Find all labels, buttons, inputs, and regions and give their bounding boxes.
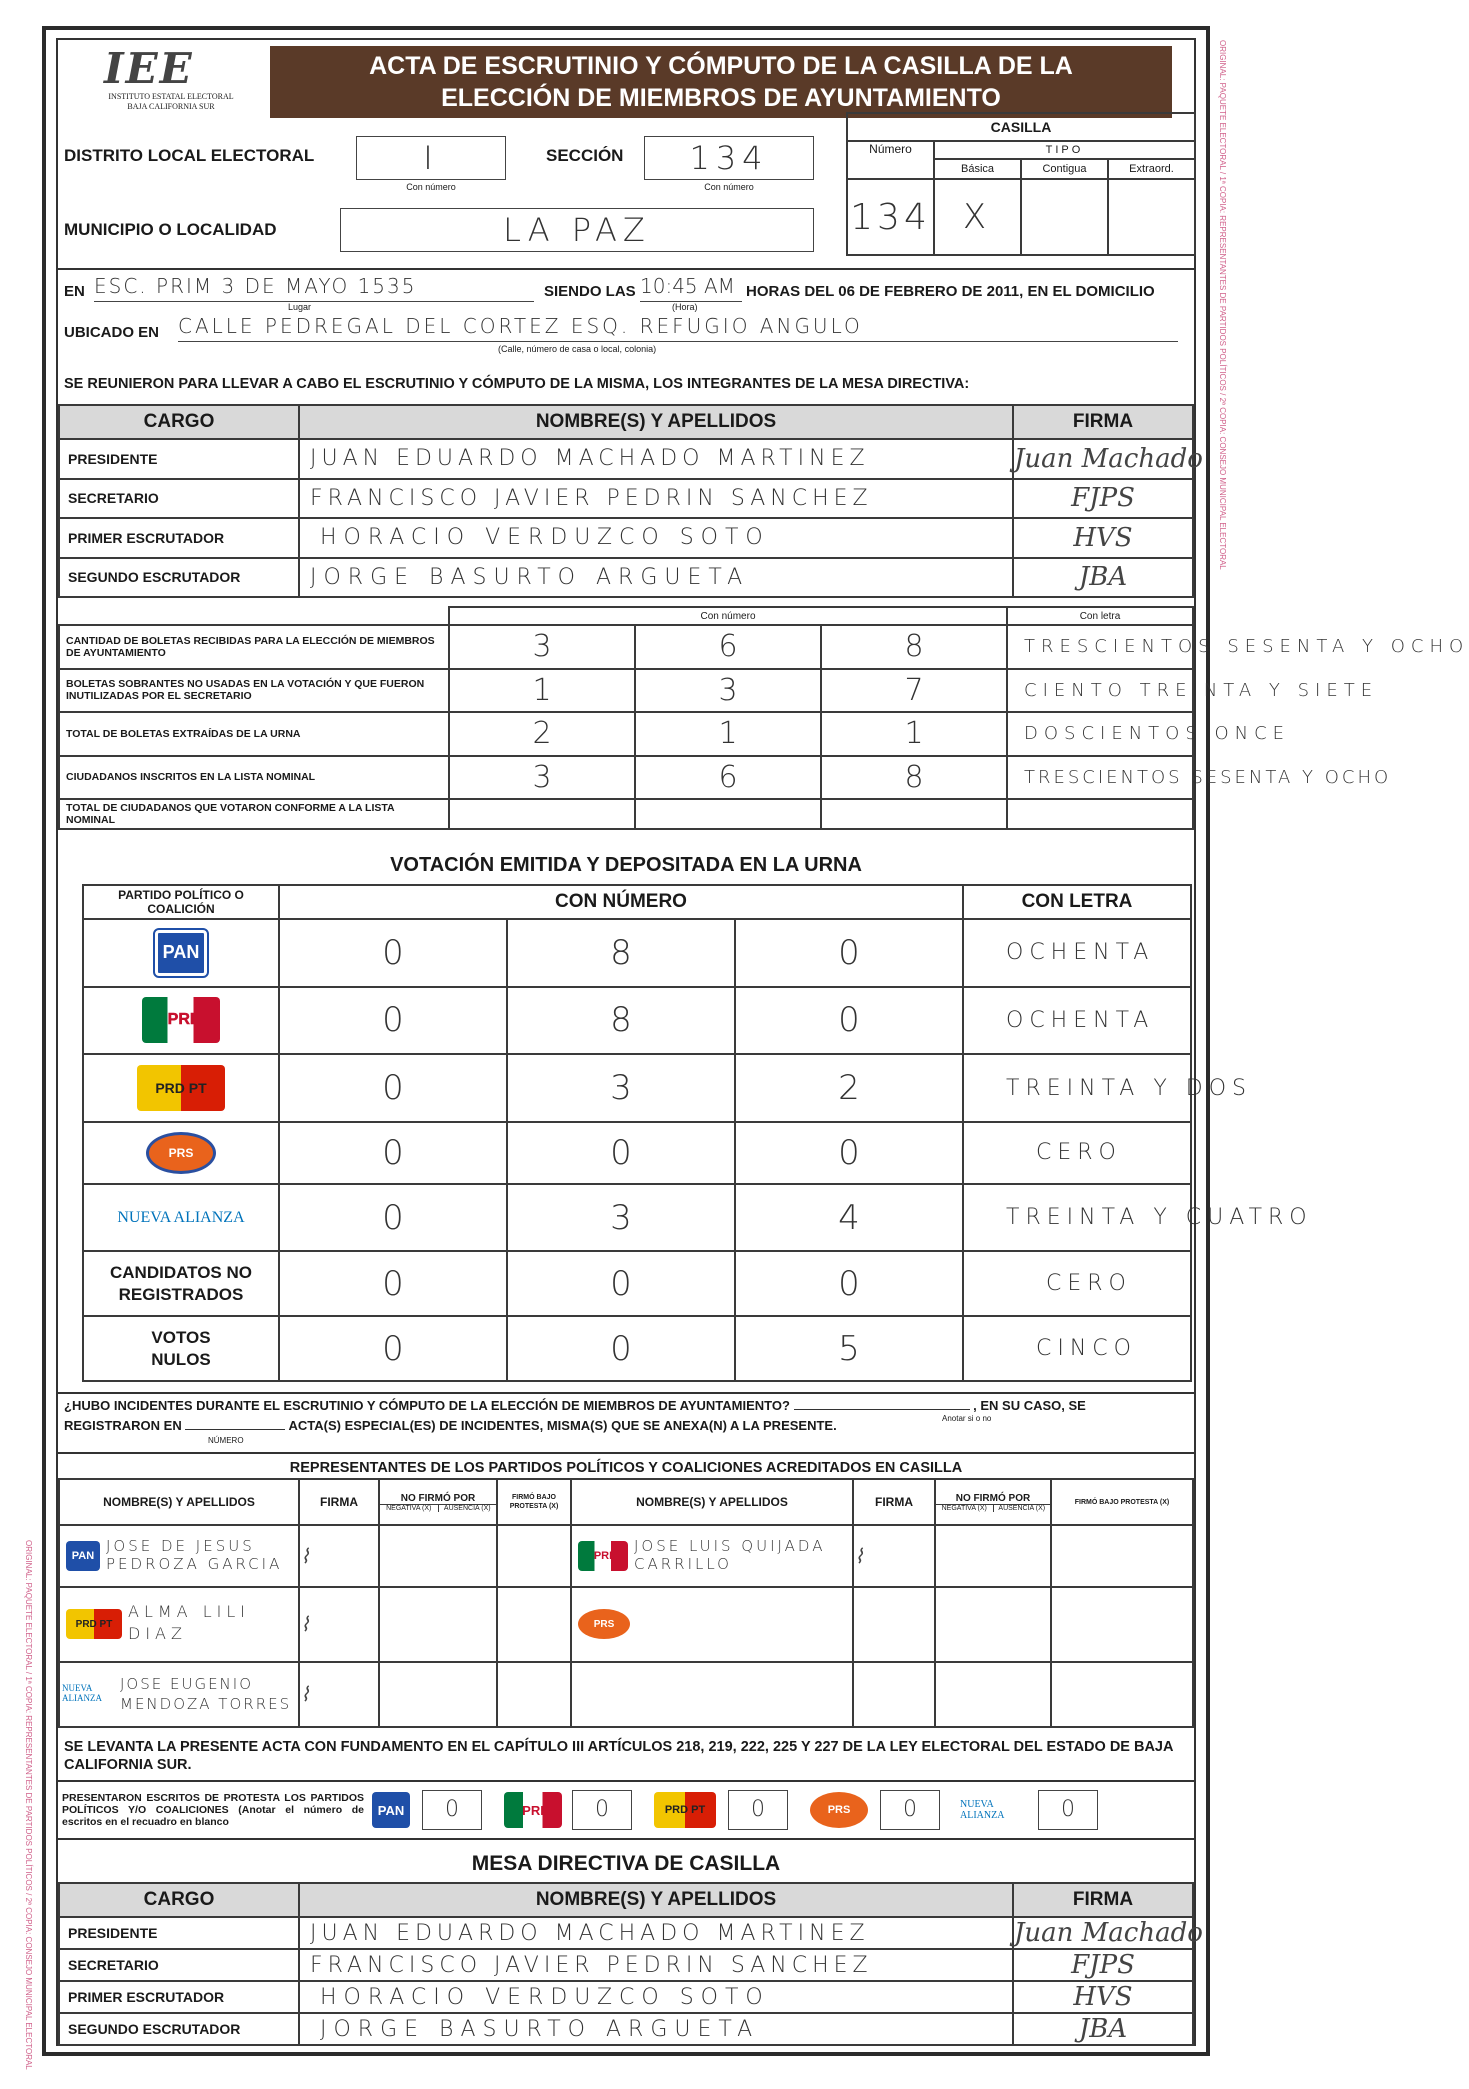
mesa2-firma: Juan Machado bbox=[1014, 1918, 1203, 1948]
rep-firma: ⌇ bbox=[299, 1662, 379, 1727]
rep-nombre-header-left: NOMBRE(S) Y APELLIDOS bbox=[59, 1479, 299, 1525]
votacion-d3: 0 bbox=[735, 1122, 963, 1184]
votacion-letra: CINCO bbox=[963, 1316, 1191, 1381]
mesa-firma: Juan Machado bbox=[1013, 439, 1193, 479]
nombre-header-2: NOMBRE(S) Y APELLIDOS bbox=[299, 1883, 1013, 1917]
mesa2-nombre: HORACIO VERDUZCO SOTO bbox=[299, 1981, 1013, 2013]
casilla-label: CASILLA bbox=[847, 113, 1195, 141]
boletas-letra: TRESCIENTOS SESENTA Y OCHO bbox=[1007, 756, 1193, 800]
rep-nombre-header-right: NOMBRE(S) Y APELLIDOS bbox=[571, 1479, 853, 1525]
votacion-d2: 8 bbox=[507, 919, 735, 987]
boletas-letra: CIENTO TREINTA Y SIETE bbox=[1007, 669, 1193, 713]
party-cell bbox=[83, 1122, 279, 1184]
rep-no-firmo-sub bbox=[380, 1505, 496, 1512]
tipo-basica-mark: X bbox=[934, 179, 1021, 255]
seccion-label: SECCIÓN bbox=[546, 146, 624, 165]
boletas-d3: 8 bbox=[821, 625, 1007, 669]
incidentes-answer-line bbox=[794, 1409, 970, 1410]
votacion-d1: 0 bbox=[279, 1184, 507, 1252]
votacion-d3: 2 bbox=[735, 1054, 963, 1122]
protesta-nueva-alianza: 0 bbox=[1038, 1790, 1098, 1830]
mesa-row bbox=[59, 479, 1193, 519]
boletas-d1: 3 bbox=[449, 625, 635, 669]
rep-right-cell bbox=[571, 1587, 853, 1662]
prs-logo-icon: PRS bbox=[578, 1609, 630, 1639]
votacion-d1: 0 bbox=[279, 1316, 507, 1381]
rep-left-cell bbox=[59, 1587, 299, 1662]
representantes-table bbox=[58, 1478, 1194, 1728]
mesa-row bbox=[59, 518, 1193, 558]
mesa2-row bbox=[59, 2013, 1193, 2045]
votacion-con-numero: CON NÚMERO bbox=[279, 885, 963, 919]
tipo-label: TIPO bbox=[934, 141, 1195, 159]
rep-no-firmo-left bbox=[379, 1479, 497, 1525]
votacion-letra: OCHENTA bbox=[963, 987, 1191, 1055]
mesa-row bbox=[59, 439, 1193, 479]
iee-logo-text: IEE bbox=[104, 44, 194, 93]
votacion-d2: 0 bbox=[507, 1251, 735, 1316]
casilla-numero-label: Número bbox=[847, 141, 934, 179]
mesa-firma: HVS bbox=[1013, 518, 1193, 558]
protesta-label: PRESENTARON ESCRITOS DE PROTESTA LOS PARTIDOS POLÍTICOS Y/O COALICIONES (Anotar el número de escritos en el recuadro en blanco bbox=[62, 1792, 364, 1828]
rep-negativa-label: NEGATIVA (X) bbox=[380, 1505, 439, 1512]
protesta-pan: 0 bbox=[422, 1790, 482, 1830]
boletas-d1: 1 bbox=[449, 669, 635, 713]
votacion-d1: 0 bbox=[279, 987, 507, 1055]
en-label: EN bbox=[64, 283, 85, 300]
lugar-label: Lugar bbox=[288, 302, 312, 312]
boletas-d2 bbox=[635, 799, 821, 829]
votacion-row bbox=[83, 1122, 1191, 1184]
firma-header: FIRMA bbox=[1013, 405, 1193, 439]
incidentes-numero-label: NÚMERO bbox=[208, 1436, 244, 1445]
pri-logo-icon: PRI bbox=[504, 1792, 562, 1828]
ubicado-label: UBICADO EN bbox=[64, 324, 160, 341]
rep-firma: ⌇ bbox=[299, 1587, 379, 1662]
rep-no-firmo-sub bbox=[936, 1505, 1050, 1512]
votacion-row bbox=[83, 1184, 1191, 1252]
votacion-d1: 0 bbox=[279, 1251, 507, 1316]
distrito-con-numero: Con número bbox=[406, 182, 456, 192]
mesa-directiva-table bbox=[58, 404, 1203, 598]
mesa-cargo: PRIMER ESCRUTADOR bbox=[59, 518, 299, 558]
rep-negativa bbox=[379, 1525, 497, 1587]
rep-row bbox=[59, 1587, 1193, 1662]
rep-bajo-protesta-left: FIRMÓ BAJO PROTESTA (X) bbox=[497, 1479, 571, 1525]
mesa2-cargo: SECRETARIO bbox=[59, 1949, 299, 1981]
votacion-d1: 0 bbox=[279, 1122, 507, 1184]
votacion-row bbox=[83, 1251, 1191, 1316]
nueva-alianza-logo-icon: NUEVA ALIANZA bbox=[960, 1799, 1005, 1821]
nueva-alianza-logo-icon: NUEVA ALIANZA bbox=[117, 1209, 245, 1227]
incidentes-registraron: REGISTRARON EN bbox=[64, 1418, 182, 1433]
mesa2-row bbox=[59, 1917, 1193, 1949]
mesa2-title: MESA DIRECTIVA DE CASILLA bbox=[471, 1852, 781, 1875]
place-divider bbox=[58, 268, 1194, 270]
acta-title bbox=[270, 46, 1172, 118]
incidentes-line1 bbox=[64, 1400, 1192, 1412]
iee-logo bbox=[86, 46, 256, 118]
rep-name: ALMA LILI DIAZ bbox=[128, 1602, 250, 1644]
boletas-header-spacer bbox=[59, 607, 449, 625]
domicilio-label: (Calle, número de casa o local, colonia) bbox=[498, 344, 657, 354]
votacion-d2: 0 bbox=[507, 1122, 735, 1184]
boletas-row bbox=[59, 669, 1193, 713]
mesa2-cargo: PRIMER ESCRUTADOR bbox=[59, 1981, 299, 2013]
mesa-nombre: HORACIO VERDUZCO SOTO bbox=[299, 518, 1013, 558]
rep-firma bbox=[853, 1587, 935, 1662]
distrito-value-box bbox=[356, 136, 506, 180]
side-note-left: ORIGINAL: PAQUETE ELECTORAL / 1ª COPIA: REPRESENTANTES DE PARTIDOS POLÍTICOS / 2ª COPIA: CONSEJO MUNICIPAL ELECTORAL bbox=[24, 1540, 33, 2070]
rep-negativa bbox=[935, 1587, 1051, 1662]
votacion-d1: 0 bbox=[279, 919, 507, 987]
prs-logo-icon: PRS bbox=[810, 1792, 868, 1828]
rep-negativa bbox=[935, 1662, 1051, 1727]
boletas-row bbox=[59, 799, 1193, 829]
protesta-pri: 0 bbox=[572, 1790, 632, 1830]
rep-right-cell bbox=[571, 1662, 853, 1727]
boletas-label: TOTAL DE CIUDADANOS QUE VOTARON CONFORME A LA LISTA NOMINAL bbox=[59, 799, 449, 829]
rep-protesta bbox=[497, 1587, 571, 1662]
votacion-row bbox=[83, 919, 1191, 987]
votacion-d2: 3 bbox=[507, 1054, 735, 1122]
rep-left-cell bbox=[59, 1662, 299, 1727]
pri-logo-icon: PRI bbox=[578, 1541, 628, 1571]
votacion-d2: 0 bbox=[507, 1316, 735, 1381]
municipio-label: MUNICIPIO O LOCALIDAD bbox=[64, 220, 277, 239]
nombre-header: NOMBRE(S) Y APELLIDOS bbox=[299, 405, 1013, 439]
boletas-letra bbox=[1007, 799, 1193, 829]
boletas-d1: 3 bbox=[449, 756, 635, 800]
tipo-contigua-mark bbox=[1021, 179, 1108, 255]
horas-text: HORAS DEL 06 DE FEBRERO DE 2011, EN EL DOMICILIO bbox=[746, 283, 1155, 300]
rep-right-cell bbox=[571, 1525, 853, 1587]
boletas-label: CIUDADANOS INSCRITOS EN LA LISTA NOMINAL bbox=[59, 756, 449, 800]
pan-logo-icon: PAN bbox=[372, 1792, 410, 1828]
votacion-row bbox=[83, 1316, 1191, 1381]
party-cell bbox=[83, 1184, 279, 1252]
domicilio-value: CALLE PEDREGAL DEL CORTEZ ESQ. REFUGIO ANGULO bbox=[178, 314, 1178, 342]
votacion-d3: 0 bbox=[735, 919, 963, 987]
lugar-value: ESC. PRIM 3 DE MAYO 1535 bbox=[94, 274, 534, 302]
mesa2-nombre: FRANCISCO JAVIER PEDRIN SANCHEZ bbox=[299, 1949, 1013, 1981]
rep-left-cell bbox=[59, 1525, 299, 1587]
votacion-d3: 0 bbox=[735, 987, 963, 1055]
boletas-table bbox=[58, 606, 1469, 830]
boletas-letra: DOSCIENTOS ONCE bbox=[1007, 712, 1193, 756]
pri-logo-icon: PRI bbox=[142, 997, 220, 1043]
boletas-d3: 7 bbox=[821, 669, 1007, 713]
no-registrados-label: CANDIDATOS NO REGISTRADOS bbox=[83, 1251, 279, 1316]
mesa-cargo: SECRETARIO bbox=[59, 479, 299, 519]
prs-logo-icon: PRS bbox=[146, 1132, 216, 1174]
cargo-header-2: CARGO bbox=[59, 1883, 299, 1917]
pan-logo-icon: PAN bbox=[66, 1541, 100, 1571]
casilla-numero-value: 134 bbox=[847, 179, 934, 255]
iee-org-name: INSTITUTO ESTATAL ELECTORAL bbox=[108, 92, 234, 101]
rep-negativa bbox=[935, 1525, 1051, 1587]
boletas-con-numero: Con número bbox=[449, 607, 1007, 625]
incidentes-anotar-label: Anotar si o no bbox=[942, 1414, 992, 1423]
boletas-d1 bbox=[449, 799, 635, 829]
boletas-label: BOLETAS SOBRANTES NO USADAS EN LA VOTACIÓN Y QUE FUERON INUTILIZADAS POR EL SECRETARIO bbox=[59, 669, 449, 713]
cargo-header: CARGO bbox=[59, 405, 299, 439]
distrito-value: I bbox=[423, 139, 439, 177]
rep-no-firmo-label: NO FIRMÓ POR bbox=[936, 1493, 1050, 1505]
boletas-d3: 8 bbox=[821, 756, 1007, 800]
boletas-d3 bbox=[821, 799, 1007, 829]
iee-org-state: BAJA CALIFORNIA SUR bbox=[127, 102, 215, 111]
rep-negativa-label: NEGATIVA (X) bbox=[936, 1505, 994, 1512]
party-cell bbox=[83, 987, 279, 1055]
votacion-row bbox=[83, 987, 1191, 1055]
acta-title-line1: ACTA DE ESCRUTINIO Y CÓMPUTO DE LA CASILLA DE LA bbox=[369, 52, 1073, 80]
rep-firma: ⌇ bbox=[299, 1525, 379, 1587]
mesa2-nombre: JUAN EDUARDO MACHADO MARTINEZ bbox=[299, 1917, 1013, 1949]
rep-name: JOSE EUGENIO MENDOZA TORRES bbox=[120, 1675, 292, 1714]
party-cell bbox=[83, 1054, 279, 1122]
boletas-row bbox=[59, 625, 1193, 669]
rep-ausencia-label: AUSENCIA (X) bbox=[998, 1504, 1046, 1512]
votacion-d3: 4 bbox=[735, 1184, 963, 1252]
rep-name: JOSE DE JESUS PEDROZA GARCIA bbox=[106, 1537, 283, 1574]
mesa2-nombre: JORGE BASURTO ARGUETA bbox=[299, 2013, 1013, 2045]
tipo-contigua-label: Contigua bbox=[1021, 159, 1108, 179]
boletas-label: TOTAL DE BOLETAS EXTRAÍDAS DE LA URNA bbox=[59, 712, 449, 756]
incidentes-line1-end: , EN SU CASO, SE bbox=[973, 1398, 1086, 1413]
seccion-con-numero: Con número bbox=[704, 182, 754, 192]
mesa-directiva-table-2 bbox=[58, 1882, 1203, 2046]
mesa-firma: JBA bbox=[1013, 558, 1193, 598]
incidentes-line2 bbox=[64, 1420, 837, 1432]
mesa2-firma: JBA bbox=[1013, 2013, 1193, 2045]
incidentes-anexa: ACTA(S) ESPECIAL(ES) DE INCIDENTES, MISMA(S) QUE SE ANEXA(N) A LA PRESENTE. bbox=[288, 1418, 837, 1433]
rep-negativa bbox=[379, 1587, 497, 1662]
firma-header-2: FIRMA bbox=[1013, 1883, 1193, 1917]
votacion-title: VOTACIÓN EMITIDA Y DEPOSITADA EN LA URNA bbox=[390, 854, 862, 876]
rep-firma-header-left: FIRMA bbox=[299, 1479, 379, 1525]
votacion-d2: 3 bbox=[507, 1184, 735, 1252]
tipo-basica-label: Básica bbox=[934, 159, 1021, 179]
mesa-cargo: SEGUNDO ESCRUTADOR bbox=[59, 558, 299, 598]
party-cell bbox=[83, 919, 279, 987]
mesa2-cargo: PRESIDENTE bbox=[59, 1917, 299, 1949]
rep-row bbox=[59, 1662, 1193, 1727]
seccion-value: 134 bbox=[689, 139, 769, 177]
votacion-d2: 8 bbox=[507, 987, 735, 1055]
boletas-letra: TRESCIENTOS SESENTA Y OCHO bbox=[1007, 625, 1193, 669]
boletas-con-letra: Con letra bbox=[1007, 607, 1193, 625]
mesa-row bbox=[59, 558, 1193, 598]
rep-protesta bbox=[497, 1662, 571, 1727]
acta-title-line2: ELECCIÓN DE MIEMBROS DE AYUNTAMIENTO bbox=[441, 84, 1001, 112]
votacion-letra: CERO bbox=[963, 1122, 1191, 1184]
protesta-row bbox=[58, 1780, 1194, 1840]
incidentes-question: ¿HUBO INCIDENTES DURANTE EL ESCRUTINIO Y CÓMPUTO DE LA ELECCIÓN DE MIEMBROS DE AYUNTAMIENTO? bbox=[64, 1398, 790, 1413]
mesa2-row bbox=[59, 1981, 1193, 2013]
votacion-d3: 0 bbox=[735, 1251, 963, 1316]
casilla-box bbox=[846, 112, 1196, 256]
votacion-table bbox=[82, 884, 1313, 1382]
rep-negativa bbox=[379, 1662, 497, 1727]
votacion-row bbox=[83, 1054, 1191, 1122]
mesa2-firma: HVS bbox=[1013, 1981, 1193, 2013]
votacion-letra: OCHENTA bbox=[963, 919, 1191, 987]
mesa-firma: FJPS bbox=[1013, 479, 1193, 519]
pan-logo-icon: PAN bbox=[155, 930, 207, 976]
mesa-nombre: JUAN EDUARDO MACHADO MARTINEZ bbox=[299, 439, 1013, 479]
boletas-d1: 2 bbox=[449, 712, 635, 756]
boletas-d3: 1 bbox=[821, 712, 1007, 756]
rep-row bbox=[59, 1525, 1193, 1587]
rep-protesta bbox=[1051, 1662, 1193, 1727]
seccion-value-box bbox=[644, 136, 814, 180]
tipo-extraord-label: Extraord. bbox=[1108, 159, 1195, 179]
rep-protesta bbox=[1051, 1587, 1193, 1662]
incidentes-number-line bbox=[185, 1429, 285, 1430]
votacion-letra: TREINTA Y CUATRO bbox=[963, 1184, 1191, 1252]
mesa2-cargo: SEGUNDO ESCRUTADOR bbox=[59, 2013, 299, 2045]
prd-pt-logo-icon: PRD PT bbox=[654, 1792, 716, 1828]
boletas-d2: 3 bbox=[635, 669, 821, 713]
protesta-prd-pt: 0 bbox=[728, 1790, 788, 1830]
rep-protesta bbox=[1051, 1525, 1193, 1587]
rep-bajo-protesta-right: FIRMÓ BAJO PROTESTA (X) bbox=[1051, 1479, 1193, 1525]
hora-label: (Hora) bbox=[672, 302, 698, 312]
partido-header: PARTIDO POLÍTICO O COALICIÓN bbox=[83, 885, 279, 919]
rep-no-firmo-right bbox=[935, 1479, 1051, 1525]
rep-name: JOSE LUIS QUIJADA CARRILLO bbox=[634, 1537, 826, 1574]
prd-pt-logo-icon: PRD PT bbox=[66, 1609, 122, 1639]
votacion-d1: 0 bbox=[279, 1054, 507, 1122]
municipio-value: LA PAZ bbox=[503, 211, 651, 249]
rep-firma-header-right: FIRMA bbox=[853, 1479, 935, 1525]
votacion-letra: TREINTA Y DOS bbox=[963, 1054, 1191, 1122]
tipo-extraord-mark bbox=[1108, 179, 1195, 255]
representantes-title: REPRESENTANTES DE LOS PARTIDOS POLÍTICOS Y COALICIONES ACREDITADOS EN CASILLA bbox=[58, 1452, 1194, 1476]
votacion-con-letra: CON LETRA bbox=[963, 885, 1191, 919]
incidentes-divider bbox=[58, 1392, 1194, 1394]
side-note-right: ORIGINAL: PAQUETE ELECTORAL / 1ª COPIA: REPRESENTANTES DE PARTIDOS POLÍTICOS / 2ª COPIA: CONSEJO MUNICIPAL ELECTORAL bbox=[1218, 40, 1227, 570]
reunieron-text: SE REUNIERON PARA LLEVAR A CABO EL ESCRUTINIO Y CÓMPUTO DE LA MISMA, LOS INTEGRANTES DE LA MESA DIRECTIVA: bbox=[64, 376, 970, 392]
rep-ausencia-label: AUSENCIA (X) bbox=[443, 1504, 491, 1512]
mesa-nombre: FRANCISCO JAVIER PEDRIN SANCHEZ bbox=[299, 479, 1013, 519]
protesta-prs: 0 bbox=[880, 1790, 940, 1830]
siendo-label: SIENDO LAS bbox=[544, 283, 636, 300]
boletas-row bbox=[59, 756, 1193, 800]
boletas-d2: 6 bbox=[635, 756, 821, 800]
rep-firma: ⌇ bbox=[853, 1525, 935, 1587]
mesa2-firma: FJPS bbox=[1013, 1949, 1193, 1981]
boletas-row bbox=[59, 712, 1193, 756]
hora-value: 10:45 AM bbox=[640, 274, 742, 302]
boletas-label: CANTIDAD DE BOLETAS RECIBIDAS PARA LA ELECCIÓN DE MIEMBROS DE AYUNTAMIENTO bbox=[59, 625, 449, 669]
rep-firma bbox=[853, 1662, 935, 1727]
nueva-alianza-logo-icon: NUEVA ALIANZA bbox=[62, 1683, 102, 1704]
fundamento-text: SE LEVANTA LA PRESENTE ACTA CON FUNDAMENTO EN EL CAPÍTULO III ARTÍCULOS 218, 219, 222, 225 Y 227 DE LA LEY ELECTORAL DEL ESTADO DE BAJA CALIFORNIA SUR. bbox=[64, 1739, 1173, 1773]
distrito-label: DISTRITO LOCAL ELECTORAL bbox=[64, 146, 315, 165]
prd-pt-logo-icon: PRD PT bbox=[137, 1065, 225, 1111]
votacion-letra: CERO bbox=[963, 1251, 1191, 1316]
votos-nulos-label: VOTOS NULOS bbox=[83, 1316, 279, 1381]
votacion-d3: 5 bbox=[735, 1316, 963, 1381]
mesa2-row bbox=[59, 1949, 1193, 1981]
boletas-d2: 1 bbox=[635, 712, 821, 756]
mesa-cargo: PRESIDENTE bbox=[59, 439, 299, 479]
mesa-nombre: JORGE BASURTO ARGUETA bbox=[299, 558, 1013, 598]
municipio-value-box bbox=[340, 208, 814, 252]
boletas-d2: 6 bbox=[635, 625, 821, 669]
rep-protesta bbox=[497, 1525, 571, 1587]
rep-no-firmo-label: NO FIRMÓ POR bbox=[380, 1493, 496, 1505]
